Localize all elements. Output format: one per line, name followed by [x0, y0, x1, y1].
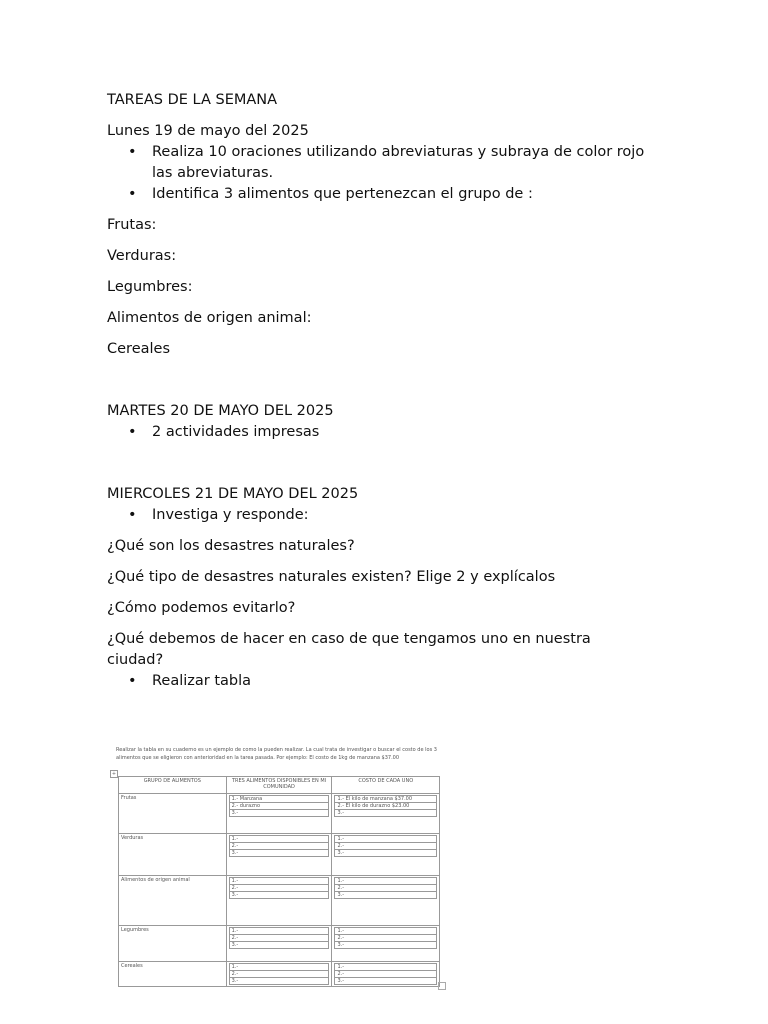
question: ¿Qué tipo de desastres naturales existen? Elige 2 y explícalos — [107, 569, 556, 585]
cell-line: 3.- — [229, 978, 330, 985]
table-cell-foods — [226, 834, 332, 876]
embedded-table-image — [110, 746, 452, 990]
wednesday-bullet-list — [107, 505, 647, 526]
cell-line: 1.- El kilo de manzana $37.00 — [334, 795, 437, 803]
cell-line: 1.- — [334, 927, 437, 935]
cell-line: 2.- — [334, 971, 437, 978]
table-header: TRES ALIMENTOS DISPONIBLES EN MI COMUNIDAD — [226, 777, 332, 794]
cell-line: 3.- — [334, 942, 437, 949]
cell-line: 2.- El kilo de durazno $23.00 — [334, 803, 437, 810]
cell-line: 3.- — [334, 892, 437, 899]
table-header: GRUPO DE ALIMENTOS — [119, 777, 227, 794]
food-group-label: Alimentos de origen animal: — [107, 310, 312, 326]
wednesday-date: MIERCOLES 21 DE MAYO DEL 2025 — [107, 486, 359, 502]
table-cell-foods — [226, 876, 332, 926]
cell-line: 1.- — [229, 927, 330, 935]
list-item: • 2 actividades impresas — [107, 422, 647, 443]
cell-line: 3.- — [334, 978, 437, 985]
table-row — [119, 962, 440, 987]
tuesday-bullet-list — [107, 422, 647, 443]
list-item: • Realiza 10 oraciones utilizando abreviaturas y subraya de color rojo las abreviaturas. — [107, 142, 647, 184]
document-page — [107, 90, 647, 692]
table-bullet-list — [107, 671, 647, 692]
cell-line: 3.- — [229, 850, 330, 857]
food-group-label: Verduras: — [107, 248, 177, 264]
cell-line: 2.- — [229, 935, 330, 942]
table-cell-group: Cereales — [119, 962, 227, 987]
monday-date: Lunes 19 de mayo del 2025 — [107, 123, 309, 139]
resize-handle — [438, 982, 446, 990]
cell-line: 2.- durazno — [229, 803, 330, 810]
table-cell-costs — [332, 876, 440, 926]
table-cell-costs — [332, 962, 440, 987]
table-cell-foods — [226, 926, 332, 962]
cell-line: 1.- — [229, 963, 330, 971]
food-cost-table — [118, 776, 440, 987]
cell-line: 3.- — [334, 850, 437, 857]
cell-line: 3.- — [229, 810, 330, 817]
cell-line: 2.- — [229, 971, 330, 978]
table-cell-costs — [332, 834, 440, 876]
cell-line: 3.- — [229, 942, 330, 949]
table-cell-costs — [332, 794, 440, 834]
cell-line: 2.- — [229, 843, 330, 850]
document-title: TAREAS DE LA SEMANA — [107, 92, 278, 108]
table-cell-foods — [226, 794, 332, 834]
cell-line: 2.- — [229, 885, 330, 892]
cell-line: 3.- — [334, 810, 437, 817]
table-move-handle: + — [111, 771, 117, 777]
table-row — [119, 834, 440, 876]
table-cell-group: Verduras — [119, 834, 227, 876]
list-item: • Realizar tabla — [107, 671, 647, 692]
cell-line: 2.- — [334, 843, 437, 850]
table-header: COSTO DE CADA UNO — [332, 777, 440, 794]
table-cell-costs — [332, 926, 440, 962]
cell-line: 1.- — [334, 963, 437, 971]
table-cell-group: Frutas — [119, 794, 227, 834]
cell-line: 1.- — [334, 877, 437, 885]
table-row — [119, 926, 440, 962]
food-group-label: Cereales — [107, 341, 170, 357]
table-cell-foods — [226, 962, 332, 987]
list-item: • Identifica 3 alimentos que pertenezcan el grupo de : — [107, 184, 647, 205]
question: ¿Qué debemos de hacer en caso de que tengamos uno en nuestra ciudad? — [107, 631, 591, 668]
cell-line: 3.- — [229, 892, 330, 899]
food-group-label: Legumbres: — [107, 279, 193, 295]
figure-instructions: Realizar la tabla en su cuaderno es un ejemplo de como la pueden realizar. La cual trata de investigar o buscar el costo de los 3 alimentos que se eligieron con anterioridad en la tarea pasada. Por ejemplo: El costo de 1kg de manzana $37.00 — [116, 747, 437, 761]
cell-line: 2.- — [334, 885, 437, 892]
cell-line: 1.- — [229, 877, 330, 885]
question: ¿Qué son los desastres naturales? — [107, 538, 355, 554]
cell-line: 2.- — [334, 935, 437, 942]
tuesday-date: MARTES 20 DE MAYO DEL 2025 — [107, 403, 334, 419]
list-item: • Investiga y responde: — [107, 505, 647, 526]
monday-bullet-list — [107, 142, 647, 205]
table-cell-group: Alimentos de origen animal — [119, 876, 227, 926]
table-row — [119, 876, 440, 926]
table-row — [119, 794, 440, 834]
cell-line: 1.- Manzana — [229, 795, 330, 803]
question: ¿Cómo podemos evitarlo? — [107, 600, 296, 616]
cell-line: 1.- — [334, 835, 437, 843]
food-group-label: Frutas: — [107, 217, 157, 233]
table-cell-group: Legumbres — [119, 926, 227, 962]
cell-line: 1.- — [229, 835, 330, 843]
